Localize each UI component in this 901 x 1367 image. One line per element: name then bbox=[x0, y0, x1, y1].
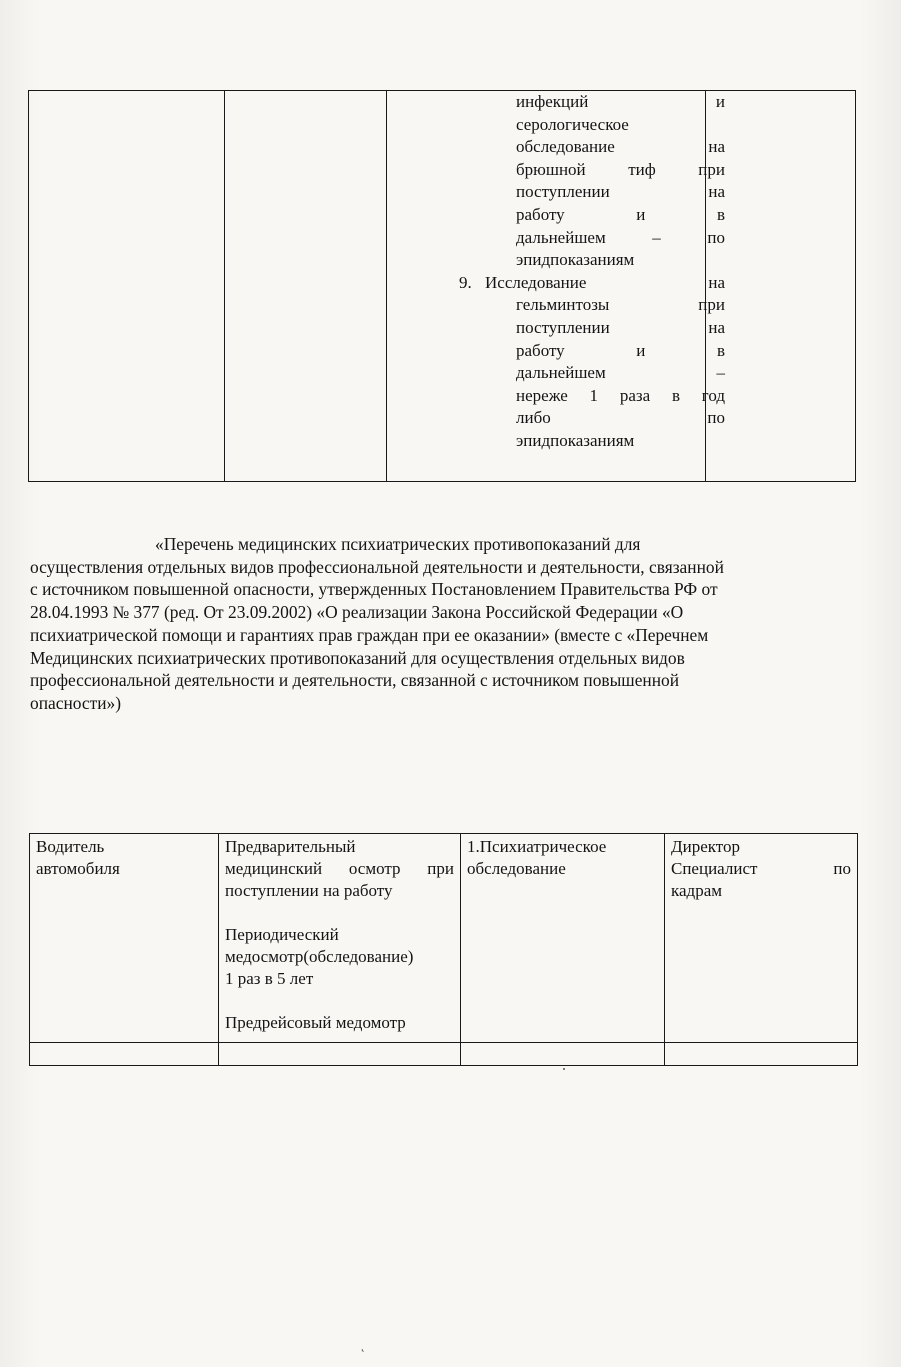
table-row bbox=[30, 834, 858, 1043]
text-line: эпидпоказаниям bbox=[516, 430, 635, 450]
top-table-list bbox=[453, 91, 725, 453]
list-item-9 bbox=[453, 272, 725, 453]
text-line: Исследование на bbox=[485, 272, 725, 292]
spacer bbox=[225, 902, 454, 924]
empty-cell bbox=[665, 1043, 858, 1066]
cell-text: обследование bbox=[467, 859, 566, 878]
cell-text: 1 раз в 5 лет bbox=[225, 969, 314, 988]
cell-text: Предрейсовый медомотр bbox=[225, 1013, 406, 1032]
cell-text: Предварительный bbox=[225, 837, 356, 856]
text-line: инфекций и bbox=[516, 92, 725, 111]
cell-text: Директор bbox=[671, 837, 740, 856]
cell-exam-type bbox=[219, 834, 461, 1043]
table-row-empty bbox=[30, 1043, 858, 1066]
cell-position bbox=[30, 834, 219, 1043]
paragraph-line: психиатрической помощи и гарантиях прав граждан при ее оказании» (вместе с «Перечнем bbox=[30, 624, 709, 645]
list-number: 9. bbox=[459, 272, 472, 292]
cell-text: автомобиля bbox=[36, 859, 120, 878]
cell-text: Водитель bbox=[36, 837, 105, 856]
paragraph-line: осуществления отдельных видов профессиональной деятельности и деятельности, связанной bbox=[30, 556, 724, 577]
text-line: обследование на bbox=[516, 137, 725, 157]
text-line: серологическое bbox=[516, 114, 629, 134]
top-table bbox=[28, 90, 856, 482]
footer-mark: ˛ bbox=[361, 1338, 365, 1352]
paragraph-line: с источником повышенной опасности, утвержденных Постановлением Правительства РФ от bbox=[30, 579, 718, 600]
text-line: нереже 1 раза в год bbox=[516, 385, 725, 405]
paragraph-line: Медицинских психиатрических противопоказаний для осуществления отдельных видов bbox=[30, 647, 685, 668]
paragraph-line: профессиональной деятельности и деятельности, связанной с источником повышенной bbox=[30, 670, 680, 691]
text-line: дальнейшем – по bbox=[516, 227, 725, 247]
paragraph-line: опасности») bbox=[30, 692, 121, 713]
cell-text: Специалист bbox=[671, 859, 758, 878]
text-line: либо по bbox=[516, 408, 725, 428]
text-line: гельминтозы при bbox=[516, 295, 725, 315]
text-line: поступлении на bbox=[516, 182, 725, 202]
text-line: эпидпоказаниям bbox=[516, 250, 635, 270]
empty-cell bbox=[30, 1043, 219, 1066]
cell-text: медицинский осмотр при bbox=[225, 859, 454, 878]
top-table-divider-2 bbox=[386, 91, 387, 481]
paragraph-line: «Перечень медицинских психиатрических противопоказаний для bbox=[155, 534, 641, 554]
cell-text: по bbox=[833, 859, 851, 878]
empty-cell bbox=[219, 1043, 461, 1066]
cell-exam-content bbox=[461, 834, 665, 1043]
scan-speck bbox=[563, 1068, 565, 1070]
text-line: работу и в bbox=[516, 340, 725, 360]
top-table-divider-1 bbox=[224, 91, 225, 481]
spacer bbox=[225, 990, 454, 1012]
cell-text: поступлении на работу bbox=[225, 881, 393, 900]
text-line: работу и в bbox=[516, 204, 725, 224]
cell-text: кадрам bbox=[671, 881, 722, 900]
empty-cell bbox=[461, 1043, 665, 1066]
cell-text-row bbox=[671, 858, 851, 880]
regulation-paragraph bbox=[30, 533, 860, 715]
cell-text: Периодический bbox=[225, 925, 339, 944]
bottom-table bbox=[29, 833, 858, 1066]
text-line: дальнейшем – bbox=[516, 363, 725, 383]
text-line: поступлении на bbox=[516, 317, 725, 337]
cell-responsible bbox=[665, 834, 858, 1043]
cell-text: 1.Психиатрическое bbox=[467, 837, 607, 856]
text-line: брюшной тиф при bbox=[516, 159, 725, 179]
paragraph-line: 28.04.1993 № 377 (ред. От 23.09.2002) «О реализации Закона Российской Федерации «О bbox=[30, 602, 684, 623]
list-item-8-continuation bbox=[453, 91, 725, 272]
cell-text: медосмотр(обследование) bbox=[225, 947, 414, 966]
